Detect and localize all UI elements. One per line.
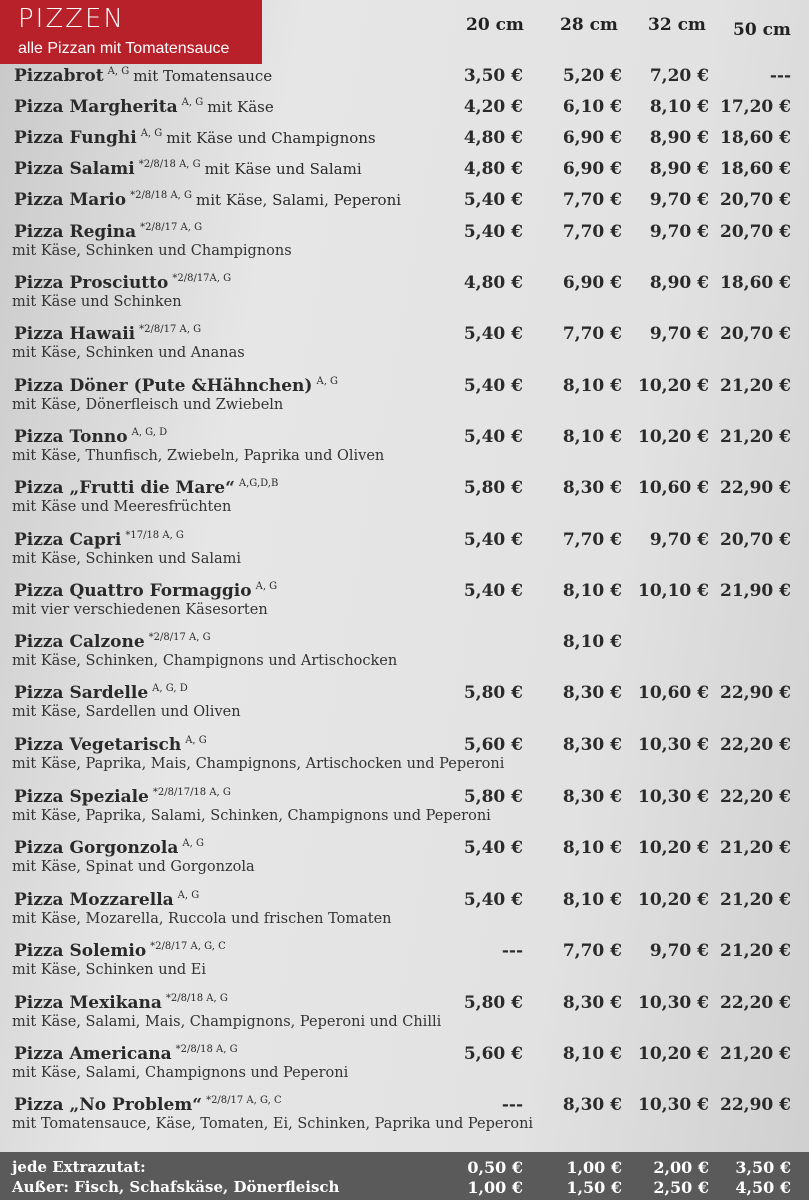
item-name: Pizza Margherita <box>14 97 178 117</box>
item-price-28cm: 8,10 € <box>562 376 622 396</box>
item-price-32cm: 10,20 € <box>638 427 709 447</box>
item-description: mit Käse, Dönerfleisch und Zwiebeln <box>12 397 284 413</box>
item-price-20cm: --- <box>501 1095 523 1115</box>
item-price-50cm: 22,20 € <box>720 735 791 755</box>
item-allergens: *2/8/18 A, G <box>175 1044 238 1056</box>
item-price-32cm: 10,30 € <box>638 993 709 1013</box>
item-allergens: *2/8/18 A, G <box>130 190 193 202</box>
item-allergens: *2/8/17 A, G <box>139 324 202 336</box>
item-price-32cm: 10,20 € <box>638 890 709 910</box>
item-description: mit Käse <box>207 98 274 116</box>
item-price-32cm: 7,20 € <box>649 66 709 86</box>
item-name: Pizzabrot <box>14 66 104 86</box>
item-allergens: A, G, D <box>131 427 168 439</box>
item-price-20cm: 5,60 € <box>463 1044 523 1064</box>
item-price-20cm: 5,40 € <box>463 324 523 344</box>
item-name-line <box>14 222 202 242</box>
item-price-32cm: 9,70 € <box>649 530 709 550</box>
item-price-50cm: 21,90 € <box>720 581 791 601</box>
item-description: mit Käse, Thunfisch, Zwiebeln, Paprika und Oliven <box>12 448 385 464</box>
item-price-20cm: 4,80 € <box>463 128 523 148</box>
item-name: Pizza Sardelle <box>14 683 149 703</box>
item-name: Pizza Solemio <box>14 941 147 961</box>
item-allergens: *2/8/17 A, G, C <box>206 1095 282 1107</box>
section-title: PIZZEN <box>18 4 125 34</box>
item-allergens: A, G <box>177 890 200 902</box>
item-price-28cm: 8,30 € <box>562 735 622 755</box>
item-allergens: A,G,D,B <box>238 478 279 490</box>
item-name: Pizza Mexikana <box>14 993 162 1013</box>
section-header <box>0 0 262 64</box>
item-name: Pizza Döner (Pute &Hähnchen) <box>14 376 313 396</box>
item-name: Pizza Regina <box>14 222 137 242</box>
item-name-line <box>14 66 272 86</box>
item-allergens: A, G <box>255 581 278 593</box>
item-price-28cm: 8,30 € <box>562 1095 622 1115</box>
item-price-50cm: 18,60 € <box>720 128 791 148</box>
item-price-32cm: 10,20 € <box>638 1044 709 1064</box>
item-name-line <box>14 1044 238 1064</box>
item-description: mit Käse und Salami <box>204 160 362 178</box>
item-price-20cm: 4,80 € <box>463 273 523 293</box>
item-description: mit Käse, Salami, Mais, Champignons, Peperoni und Chilli <box>12 1014 442 1030</box>
extras-label: jede Extrazutat: <box>12 1158 146 1176</box>
extras-price-28: 1,00 € <box>566 1158 622 1177</box>
size-header-20: 20 cm <box>466 15 524 35</box>
item-price-32cm: 8,90 € <box>649 159 709 179</box>
item-name-line <box>14 941 226 961</box>
item-price-32cm: 8,90 € <box>649 273 709 293</box>
item-price-20cm: 5,80 € <box>463 993 523 1013</box>
item-name: Pizza Mozzarella <box>14 890 174 910</box>
item-price-28cm: 6,10 € <box>562 97 622 117</box>
item-price-28cm: 8,10 € <box>562 427 622 447</box>
item-price-28cm: 6,90 € <box>562 159 622 179</box>
exception-price-32: 2,50 € <box>653 1178 709 1197</box>
item-price-50cm: 22,20 € <box>720 787 791 807</box>
item-price-20cm: --- <box>501 941 523 961</box>
item-price-50cm: 21,20 € <box>720 890 791 910</box>
section-subtitle: alle Pizzan mit Tomatensauce <box>18 40 230 57</box>
item-description: mit Käse, Sardellen und Oliven <box>12 704 241 720</box>
item-price-20cm: 4,20 € <box>463 97 523 117</box>
item-price-50cm: 20,70 € <box>720 222 791 242</box>
item-allergens: *17/18 A, G <box>125 530 184 542</box>
item-name-line <box>14 993 228 1013</box>
item-name-line <box>14 838 204 858</box>
item-name: Pizza Tonno <box>14 427 128 447</box>
item-name-line <box>14 581 277 601</box>
item-price-28cm: 7,70 € <box>562 941 622 961</box>
item-description: mit Käse, Paprika, Mais, Champignons, Artischocken und Peperoni <box>12 756 505 772</box>
item-price-32cm: 8,90 € <box>649 128 709 148</box>
item-name: Pizza Prosciutto <box>14 273 169 293</box>
item-price-32cm: 10,20 € <box>638 376 709 396</box>
item-price-50cm: 20,70 € <box>720 190 791 210</box>
item-price-20cm: 5,40 € <box>463 376 523 396</box>
item-price-50cm: 22,90 € <box>720 683 791 703</box>
item-price-20cm: 5,80 € <box>463 787 523 807</box>
item-price-28cm: 8,10 € <box>562 1044 622 1064</box>
extras-price-20: 0,50 € <box>467 1158 523 1177</box>
item-name-line <box>14 530 184 550</box>
item-name: Pizza „No Problem“ <box>14 1095 203 1115</box>
item-price-28cm: 6,90 € <box>562 273 622 293</box>
item-price-28cm: 7,70 € <box>562 222 622 242</box>
item-price-20cm: 4,80 € <box>463 159 523 179</box>
item-price-28cm: 7,70 € <box>562 530 622 550</box>
item-price-50cm: 21,20 € <box>720 376 791 396</box>
item-price-28cm: 5,20 € <box>562 66 622 86</box>
item-name: Pizza Mario <box>14 190 127 210</box>
item-name-line <box>14 128 376 148</box>
item-name-line <box>14 427 167 447</box>
item-name: Pizza Calzone <box>14 632 145 652</box>
item-price-28cm: 6,90 € <box>562 128 622 148</box>
item-allergens: *2/8/18 A, G <box>138 159 201 171</box>
item-allergens: A, G <box>316 376 339 388</box>
item-name-line <box>14 890 199 910</box>
item-price-32cm: 10,20 € <box>638 838 709 858</box>
item-price-20cm: 5,40 € <box>463 427 523 447</box>
extras-exception-label: Außer: Fisch, Schafskäse, Dönerfleisch <box>12 1178 340 1196</box>
item-allergens: *2/8/17/18 A, G <box>152 787 231 799</box>
item-price-32cm: 8,10 € <box>649 97 709 117</box>
item-price-50cm: 22,20 € <box>720 993 791 1013</box>
item-allergens: *2/8/17 A, G <box>148 632 211 644</box>
item-price-50cm: 20,70 € <box>720 324 791 344</box>
item-name-line <box>14 97 274 117</box>
item-allergens: A, G, D <box>152 683 188 695</box>
item-name: Pizza „Frutti die Mare“ <box>14 478 235 498</box>
size-header-50: 50 cm <box>733 20 791 40</box>
item-price-20cm: 5,80 € <box>463 683 523 703</box>
item-description: mit Käse, Salami, Champignons und Peperoni <box>12 1065 349 1081</box>
item-allergens: *2/8/17A, G <box>172 273 232 285</box>
item-price-28cm: 8,30 € <box>562 683 622 703</box>
item-description: mit Käse, Schinken und Salami <box>12 551 242 567</box>
item-description: mit Tomatensauce <box>133 67 273 85</box>
item-allergens: A, G <box>107 66 130 78</box>
item-price-50cm: 21,20 € <box>720 427 791 447</box>
item-price-50cm: 18,60 € <box>720 273 791 293</box>
item-allergens: A, G <box>140 128 163 140</box>
item-description: mit Käse, Schinken und Ei <box>12 962 207 978</box>
item-price-32cm: 10,30 € <box>638 735 709 755</box>
item-name-line <box>14 273 231 293</box>
item-price-20cm: 5,40 € <box>463 838 523 858</box>
item-price-20cm: 5,80 € <box>463 478 523 498</box>
item-price-28cm: 8,10 € <box>562 890 622 910</box>
item-allergens: *2/8/17 A, G, C <box>150 941 226 953</box>
item-allergens: *2/8/18 A, G <box>165 993 228 1005</box>
item-allergens: A, G <box>181 97 204 109</box>
item-description: mit vier verschiedenen Käsesorten <box>12 602 268 618</box>
item-name: Pizza Gorgonzola <box>14 838 179 858</box>
item-price-32cm: 10,30 € <box>638 1095 709 1115</box>
item-price-50cm: 21,20 € <box>720 838 791 858</box>
item-price-50cm: --- <box>769 66 791 86</box>
item-name: Pizza Quattro Formaggio <box>14 581 252 601</box>
item-description: mit Käse, Paprika, Salami, Schinken, Champignons und Peperoni <box>12 808 491 824</box>
item-price-32cm: 10,10 € <box>638 581 709 601</box>
item-name: Pizza Salami <box>14 159 135 179</box>
item-name: Pizza Americana <box>14 1044 172 1064</box>
item-description: mit Käse, Schinken und Ananas <box>12 345 245 361</box>
item-price-50cm: 21,20 € <box>720 1044 791 1064</box>
item-price-28cm: 8,10 € <box>562 838 622 858</box>
item-name-line <box>14 1095 282 1115</box>
item-price-32cm: 9,70 € <box>649 324 709 344</box>
item-description: mit Tomatensauce, Käse, Tomaten, Ei, Schinken, Paprika und Peperoni <box>12 1116 534 1132</box>
item-name-line <box>14 787 231 807</box>
extras-footer <box>0 1152 809 1200</box>
item-price-20cm: 5,40 € <box>463 190 523 210</box>
item-price-28cm: 8,10 € <box>562 632 622 652</box>
item-price-50cm: 17,20 € <box>720 97 791 117</box>
item-price-50cm: 18,60 € <box>720 159 791 179</box>
item-name-line <box>14 324 201 344</box>
item-price-32cm: 9,70 € <box>649 222 709 242</box>
item-description: mit Käse, Schinken und Champignons <box>12 243 292 259</box>
item-name-line <box>14 735 207 755</box>
item-name-line <box>14 632 211 652</box>
item-name: Pizza Speziale <box>14 787 149 807</box>
item-price-28cm: 7,70 € <box>562 190 622 210</box>
item-description: mit Käse, Spinat und Gorgonzola <box>12 859 255 875</box>
item-price-28cm: 8,10 € <box>562 581 622 601</box>
item-name-line <box>14 376 338 396</box>
item-price-20cm: 5,60 € <box>463 735 523 755</box>
item-price-50cm: 22,90 € <box>720 478 791 498</box>
item-price-32cm: 10,60 € <box>638 478 709 498</box>
item-price-28cm: 8,30 € <box>562 993 622 1013</box>
item-price-32cm: 9,70 € <box>649 190 709 210</box>
item-allergens: A, G <box>182 838 204 850</box>
item-name: Pizza Hawaii <box>14 324 136 344</box>
item-description: mit Käse und Schinken <box>12 294 182 310</box>
item-price-28cm: 8,30 € <box>562 478 622 498</box>
item-price-20cm: 5,40 € <box>463 581 523 601</box>
item-price-20cm: 5,40 € <box>463 222 523 242</box>
item-price-50cm: 22,90 € <box>720 1095 791 1115</box>
item-name: Pizza Funghi <box>14 128 137 148</box>
item-price-32cm: 10,30 € <box>638 787 709 807</box>
item-description: mit Käse und Champignons <box>166 129 376 147</box>
item-price-50cm: 21,20 € <box>720 941 791 961</box>
size-header-28: 28 cm <box>560 15 618 35</box>
size-header-32: 32 cm <box>648 15 706 35</box>
extras-price-50: 3,50 € <box>735 1158 791 1177</box>
item-description: mit Käse, Mozarella, Ruccola und frischen Tomaten <box>12 911 392 927</box>
item-price-28cm: 7,70 € <box>562 324 622 344</box>
item-name-line <box>14 683 188 703</box>
item-price-32cm: 9,70 € <box>649 941 709 961</box>
exception-price-20: 1,00 € <box>467 1178 523 1197</box>
exception-price-28: 1,50 € <box>566 1178 622 1197</box>
item-price-20cm: 3,50 € <box>463 66 523 86</box>
item-name-line <box>14 159 362 179</box>
item-price-20cm: 5,40 € <box>463 890 523 910</box>
item-name-line <box>14 478 278 498</box>
item-price-20cm: 5,40 € <box>463 530 523 550</box>
item-name: Pizza Vegetarisch <box>14 735 182 755</box>
item-description: mit Käse und Meeresfrüchten <box>12 499 232 515</box>
extras-price-32: 2,00 € <box>653 1158 709 1177</box>
item-description: mit Käse, Salami, Peperoni <box>196 191 402 209</box>
item-price-28cm: 8,30 € <box>562 787 622 807</box>
exception-price-50: 4,50 € <box>735 1178 791 1197</box>
item-price-32cm: 10,60 € <box>638 683 709 703</box>
item-description: mit Käse, Schinken, Champignons und Artischocken <box>12 653 398 669</box>
item-allergens: *2/8/17 A, G <box>140 222 203 234</box>
item-name: Pizza Capri <box>14 530 122 550</box>
item-name-line <box>14 190 401 210</box>
item-price-50cm: 20,70 € <box>720 530 791 550</box>
item-allergens: A, G <box>185 735 207 747</box>
